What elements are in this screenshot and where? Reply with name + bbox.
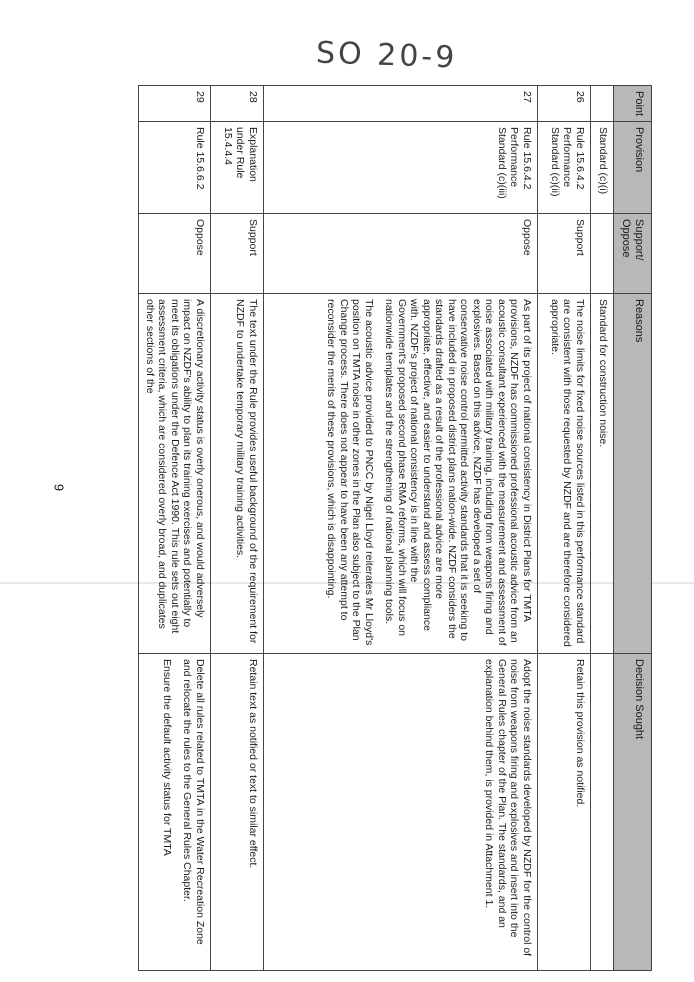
cell-decision [591, 654, 614, 971]
header-decision-sought: Decision Sought [614, 654, 652, 971]
cell-provision: Rule 15.6.6.2 [139, 122, 211, 214]
cell-reasons [264, 294, 538, 654]
cell-support: Support [538, 214, 591, 294]
cell-reasons [139, 294, 211, 654]
cell-provision: Rule 15.6.4.2 Performance Standard (c)(iii) [264, 122, 538, 214]
cell-reasons [211, 294, 264, 654]
cell-provision: Standard (c)(i) [591, 122, 614, 214]
cell-provision: Rule 15.6.4.2 Performance Standard (c)(ii) [538, 122, 591, 214]
table-row [211, 86, 264, 971]
cell-support [591, 214, 614, 294]
cell-support: Oppose [139, 214, 211, 294]
reason-paragraph: As part of its project of national consistency in District Plans for TMTA provisions, NZDF has commissioned professional acoustic advice from an acoustic consultant experienced with the measurement and assessment of noise associated with military training, including from weapons firing and explosives. Based on this advice, NZDF has developed a set of conservative noise control permitted activity standards that it is seeking to have included in proposed district plans nation-wide. NZDF considers the standards drafted as a result of the professional advice are more appropriate, effective, and easier to understand and assess compliance with. NZDF's project of national consistency is in line with the Government's proposed second phase RMA reforms, which will focus on nationwide templates and the strengthening of national planning tools. [383, 299, 533, 646]
cell-support: Oppose [264, 214, 538, 294]
header-support-oppose: Support/ Oppose [614, 214, 652, 294]
reason-paragraph: The noise limits for fixed noise sources listed in this performance standard are consistent with those requested by NZDF and are therefore considered appropriate. [549, 299, 586, 647]
table-row [264, 86, 538, 971]
decision-paragraph: Adopt the noise standards developed by NZDF for the control of noise from weapons firing and explosives and insert into the General Rules chapter of the Plan. The standards, and an explanation behind them, is provided in Attachment 1. [483, 659, 533, 957]
submission-table [139, 85, 653, 971]
cell-reasons [591, 294, 614, 654]
page-number: 9 [51, 483, 67, 492]
cell-point: 28 [211, 86, 264, 122]
cell-point [591, 86, 614, 122]
cell-decision [211, 654, 264, 971]
cell-support: Support [211, 214, 264, 294]
handwritten-reference: SO 20-9 [315, 35, 458, 76]
table-row [139, 86, 211, 971]
cell-reasons [538, 294, 591, 654]
table-row [538, 86, 591, 971]
reason-paragraph: Standard for construction noise. [597, 299, 609, 448]
cell-decision [264, 654, 538, 971]
cell-decision [139, 654, 211, 971]
rotated-table-container [90, 85, 652, 970]
decision-paragraph: Ensure the default activity status for TMTA [161, 659, 173, 856]
submission-table-wrapper [90, 85, 652, 970]
cell-provision: Explanation under Rule 15.4.4.4 [211, 122, 264, 214]
reason-paragraph: The acoustic advice provided to PNCC by Nigel Lloyd reiterates Mr Lloyd's position on TMTA noise in other zones in the Plan also subject to the Plan Change process. There does not appear to have been any attempt to reconsider the merits of these provisions, which is disappointing. [325, 299, 375, 646]
header-reasons: Reasons [614, 294, 652, 654]
header-point: Point [614, 86, 652, 122]
decision-paragraph: Retain this provision as notified. [574, 659, 586, 808]
cell-point: 27 [264, 86, 538, 122]
decision-paragraph: Delete all rules related to TMTA in the Water Recreation Zone and relocate the rules to the General Rules Chapter. [181, 659, 206, 945]
header-provision: Provision [614, 122, 652, 214]
reason-paragraph: A discretionary activity status is overly onerous, and would adversely impact on NZDF's ability to plan its training exercises and potentially to meet its obligations under the Defence Act 1990. This rule sets out eight assessment criteria, which are considered overly broad, and duplicates other sections of the [144, 299, 206, 634]
table-row [591, 86, 614, 971]
reason-paragraph: The text under the Rule provides useful background of the requirement for NZDF to undertake temporary military training activities. [234, 299, 259, 644]
cell-decision [538, 654, 591, 971]
cell-point: 29 [139, 86, 211, 122]
table-header-row [614, 86, 652, 971]
decision-paragraph: Retain text as notified or text to similar effect. [247, 659, 259, 869]
cell-point: 26 [538, 86, 591, 122]
